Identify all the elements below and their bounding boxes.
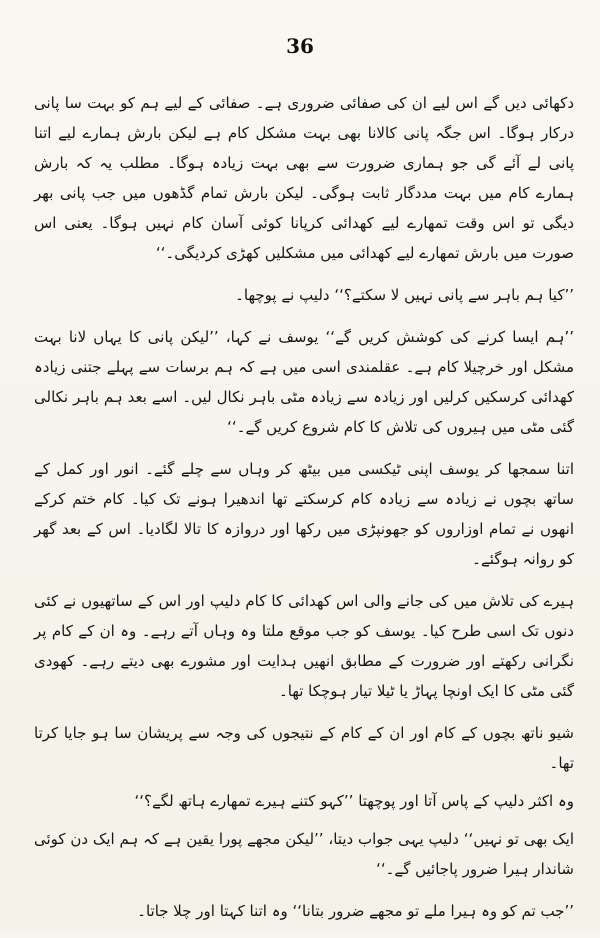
paragraph: وہ اکثر دلیپ کے پاس آتا اور پوچھتا ’’کہو کتنے ہیرے تمھارے ہاتھ لگے؟‘‘ xyxy=(134,792,574,810)
paragraph: ’’جب تم کو وہ ہیرا ملے تو مجھے ضرور بتانا‘‘ وہ اتنا کہتا اور چلا جاتا۔ xyxy=(137,902,574,920)
paragraph: ہیرے کی تلاش میں کی جانے والی اس کھدائی کا کام دلیپ اور اس کے ساتھیوں نے کئی دنوں تک اسی طرح کیا۔ یوسف کو جب موقع ملتا وہ وہاں آتے رہے۔ وہ ان کے کام پر نگرانی رکھتے اور ضرورت کے مطابق انھیں ہدایت اور مشورے بھی دیتے رہے۔ کھودی گئی مٹی کا ایک اونچا پہاڑ یا ٹیلا تیار ہوچکا تھا۔ xyxy=(34,592,574,700)
paragraph: ایک بھی تو نہیں‘‘ دلیپ یہی جواب دیتا، ’’لیکن مجھے پورا یقین ہے کہ ہم ایک دن کوئی شاندار ہیرا ضرور پاجائیں گے۔‘‘ xyxy=(34,830,574,878)
paragraph: اتنا سمجھا کر یوسف اپنی ٹیکسی میں بیٹھ کر وہاں سے چلے گئے۔ انور اور کمل کے ساتھ بچوں نے زیادہ سے زیادہ کام کرسکتے تھا اندھیرا ہونے تک کیا۔ کام ختم کرکے انھوں نے تمام اوزاروں کو جھونپڑی میں رکھا اور دروازہ کا تالا لگادیا۔ اس کے بعد گھر کو روانہ ہوگئے۔ xyxy=(34,460,574,568)
paragraph: دکھائی دیں گے اس لیے ان کی صفائی ضروری ہے۔ صفائی کے لیے ہم کو بہت سا پانی درکار ہوگا۔ اس جگہ پانی کالانا بھی بہت مشکل کام ہے لیکن بارش ہمارے لیے اتنا پانی لے آئے گی جو ہماری ضرورت سے بھی بہت زیادہ ہوگا۔ مطلب یہ کہ بارش ہمارے کام میں بہت مددگار ثابت ہوگی۔ لیکن بارش تمام گڈھوں میں جب پانی بھر دیگی تو اس وقت تمھارے لیے کھدائی کرپانا کوئی آسان کام نہیں ہوگا۔ یعنی اس صورت میں بارش تمھارے لیے کھدائی میں مشکلیں کھڑی کردیگی۔‘‘ xyxy=(34,94,574,262)
page-number: 36 xyxy=(286,34,314,58)
page-text-body xyxy=(34,88,574,938)
paragraph: شیو ناتھ بچوں کے کام اور ان کے کام کے نتیجوں کی وجہ سے پریشان سا ہو جایا کرتا تھا۔ xyxy=(34,724,574,772)
paragraph: ’’کیا ہم باہر سے پانی نہیں لا سکتے؟‘‘ دلیپ نے پوچھا۔ xyxy=(235,286,574,304)
paragraph: ’’ہم ایسا کرنے کی کوشش کریں گے‘‘ یوسف نے کہا، ’’لیکن پانی کا یہاں لانا بہت مشکل اور خرچیلا کام ہے۔ عقلمندی اسی میں ہے کہ ہم برسات سے پہلے جتنی زیادہ کھدائی کرسکیں کرلیں اور زیادہ سے زیادہ مٹی باہر نکال لیں۔ اسے بعد ہم باہر نکالی گئی مٹی میں ہیروں کی تلاش کا کام شروع کریں گے۔‘‘ xyxy=(34,328,574,436)
